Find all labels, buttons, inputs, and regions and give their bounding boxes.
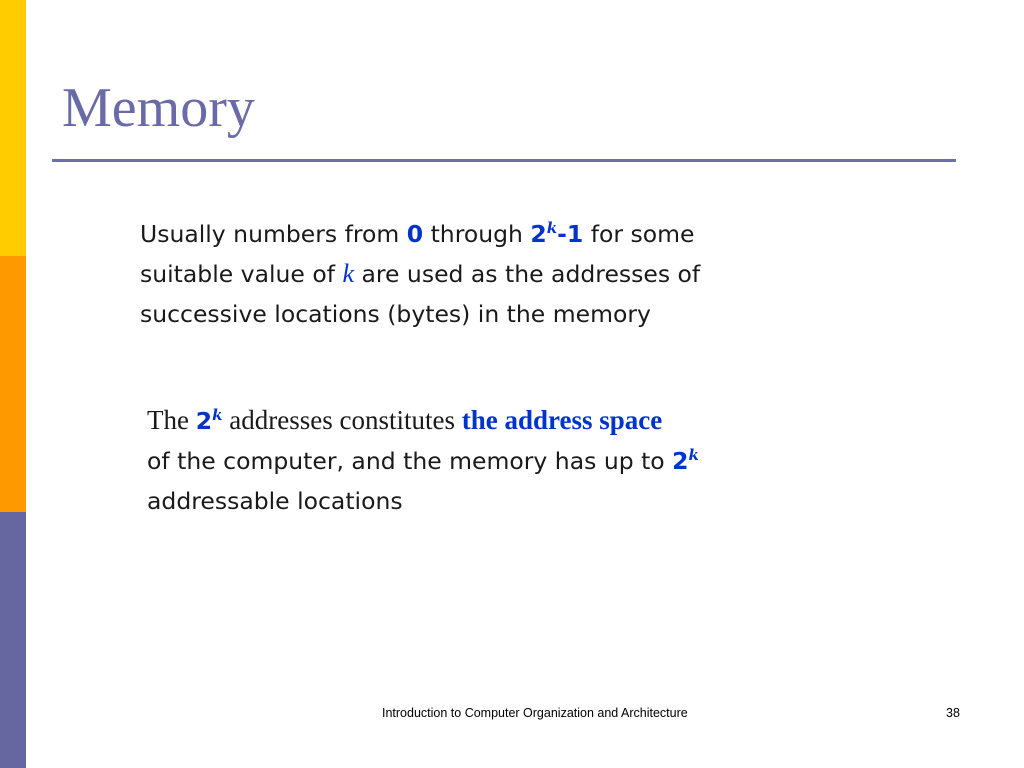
paragraph-line-3: successive locations (bytes) in the memory	[140, 300, 651, 328]
text: of the computer, and the memory has up to	[147, 447, 673, 475]
text: are used as the addresses of	[353, 260, 701, 288]
paragraph-address-space	[147, 400, 699, 521]
k-variable: k	[342, 259, 354, 288]
paragraph-address-range	[140, 214, 700, 334]
side-bar-purple	[0, 512, 26, 768]
zero-value: 0	[406, 220, 424, 248]
paragraph-line-2	[140, 254, 700, 294]
text: through	[423, 220, 531, 248]
minus-one: -1	[557, 220, 584, 248]
title-underline	[52, 159, 956, 162]
slide-number: 38	[946, 706, 960, 720]
paragraph-line-3: addressable locations	[147, 487, 403, 515]
text: for some	[583, 220, 695, 248]
side-bar-orange	[0, 256, 26, 512]
footer-course-title: Introduction to Computer Organization and Architecture	[382, 706, 688, 720]
paragraph-line-1	[147, 400, 699, 441]
side-bar-yellow	[0, 0, 26, 256]
power-base: 2	[530, 220, 547, 248]
text: addresses constitutes	[222, 405, 462, 435]
slide-title: Memory	[62, 77, 255, 139]
power-exponent: k	[688, 446, 699, 464]
power-base: 2	[672, 447, 689, 475]
text: The	[147, 405, 196, 435]
address-space-term: the address space	[461, 405, 663, 435]
text: Usually numbers from	[140, 220, 407, 248]
power-exponent: k	[546, 219, 558, 237]
power-exponent: k	[212, 406, 223, 424]
text: suitable value of	[140, 260, 343, 288]
power-base: 2	[195, 407, 213, 435]
paragraph-line-1	[140, 214, 700, 254]
paragraph-line-2	[147, 441, 699, 481]
